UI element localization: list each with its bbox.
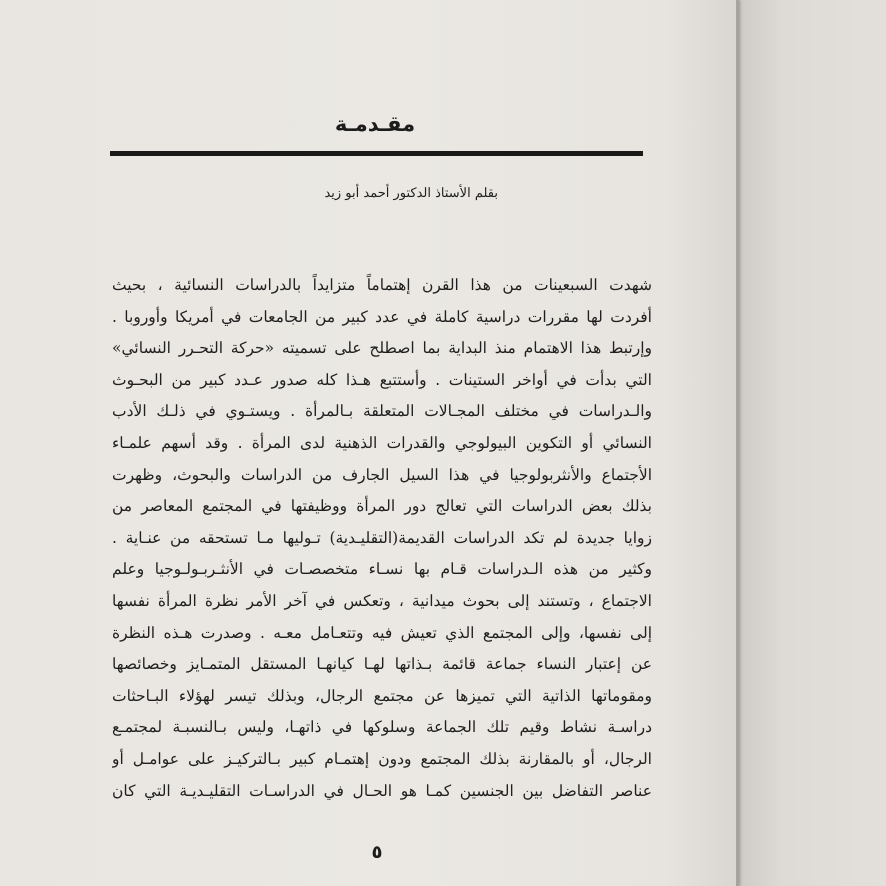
text-line: والـدراسات في مختلف المجـالات المتعلقة بـالمرأة . ويستـوي في ذلـك الأدب	[112, 402, 652, 421]
text-line: بذلك بعض الدراسات التي تعالج دور المرأة ووظيفتها في المجتمع المعاصر من	[112, 497, 652, 516]
page-edge	[736, 0, 739, 886]
text-line: وكثير من هذه الـدراسات قـام بها نسـاء متخصصـات في الأنثـربـولـوجيا وعلم	[112, 560, 652, 579]
text-line: ومقوماتها الذاتية التي تميزها عن مجتمع الرجال، وبذلك تيسر لهؤلاء البـاحثات	[112, 686, 652, 705]
text-line: إلى نفسها، وإلى المجتمع الذي تعيش فيه وتتعـامل معـه . وصدرت هـذه النظرة	[112, 623, 652, 642]
text-line: الاجتماع ، وتستند إلى بحوث ميدانية ، وتعكس في آخر الأمر نظرة المرأة نفسها	[112, 591, 652, 610]
text-line: عناصر التفاضل بين الجنسين كمـا هو الحـال في الدراسـات التقليـديـة التي كان	[112, 781, 652, 800]
text-line: الرجال، أو بالمقارنة بذلك المجتمع ودون إهتمـام كبير بـالتركيـز على عوامـل أو	[112, 749, 652, 768]
text-line: التي بدأت في أواخر الستينات . وأستتبع هـذا كله صدور عـدد كبير من البحـوث	[112, 370, 652, 389]
text-line: وإرتبط هذا الاهتمام منذ البداية بما اصطلح على تسميته «حركة التحـرر النسائي»	[112, 339, 652, 358]
text-line: عن إعتبار النساء جماعة قائمة بـذاتها لهـا كيانهـا المستقل المتمـايز وخصائصها	[112, 655, 652, 674]
body-text	[112, 270, 652, 807]
page-number: ٥	[371, 842, 383, 863]
page-title: مقـدمـة	[334, 112, 416, 136]
text-line: دراسـة نشاط وقيم تلك الجماعة وسلوكها في ذاتهـا، وليس بـالنسبـة لمجتمـع	[112, 718, 652, 737]
author-byline: بقلم الأستاذ الدكتور أحمد أبو زيد	[324, 186, 498, 201]
text-line: زوايا جديدة لم تكد الدراسات القديمة(التقليـدية) تـوليها مـا تستحقه من عنـاية .	[112, 528, 652, 547]
text-line: النسائي أو التكوين البيولوجي والقدرات الذهنية لدى المرأة . وقد أسهم علمـاء	[112, 433, 652, 452]
text-line: أفردت لها مقررات دراسية كاملة في عدد كبير من الجامعات في أمريكا وأوروبا .	[112, 307, 652, 326]
text-line: شهدت السبعينات من هذا القرن إهتماماً متزايداً بالدراسات النسائية ، بحيث	[112, 276, 652, 294]
adjacent-page	[740, 0, 886, 886]
text-line: الأجتماع والأنثربولوجيا في هذا السيل الجارف من الدراسات والبحوث، وظهرت	[112, 465, 652, 484]
title-rule	[110, 151, 643, 156]
